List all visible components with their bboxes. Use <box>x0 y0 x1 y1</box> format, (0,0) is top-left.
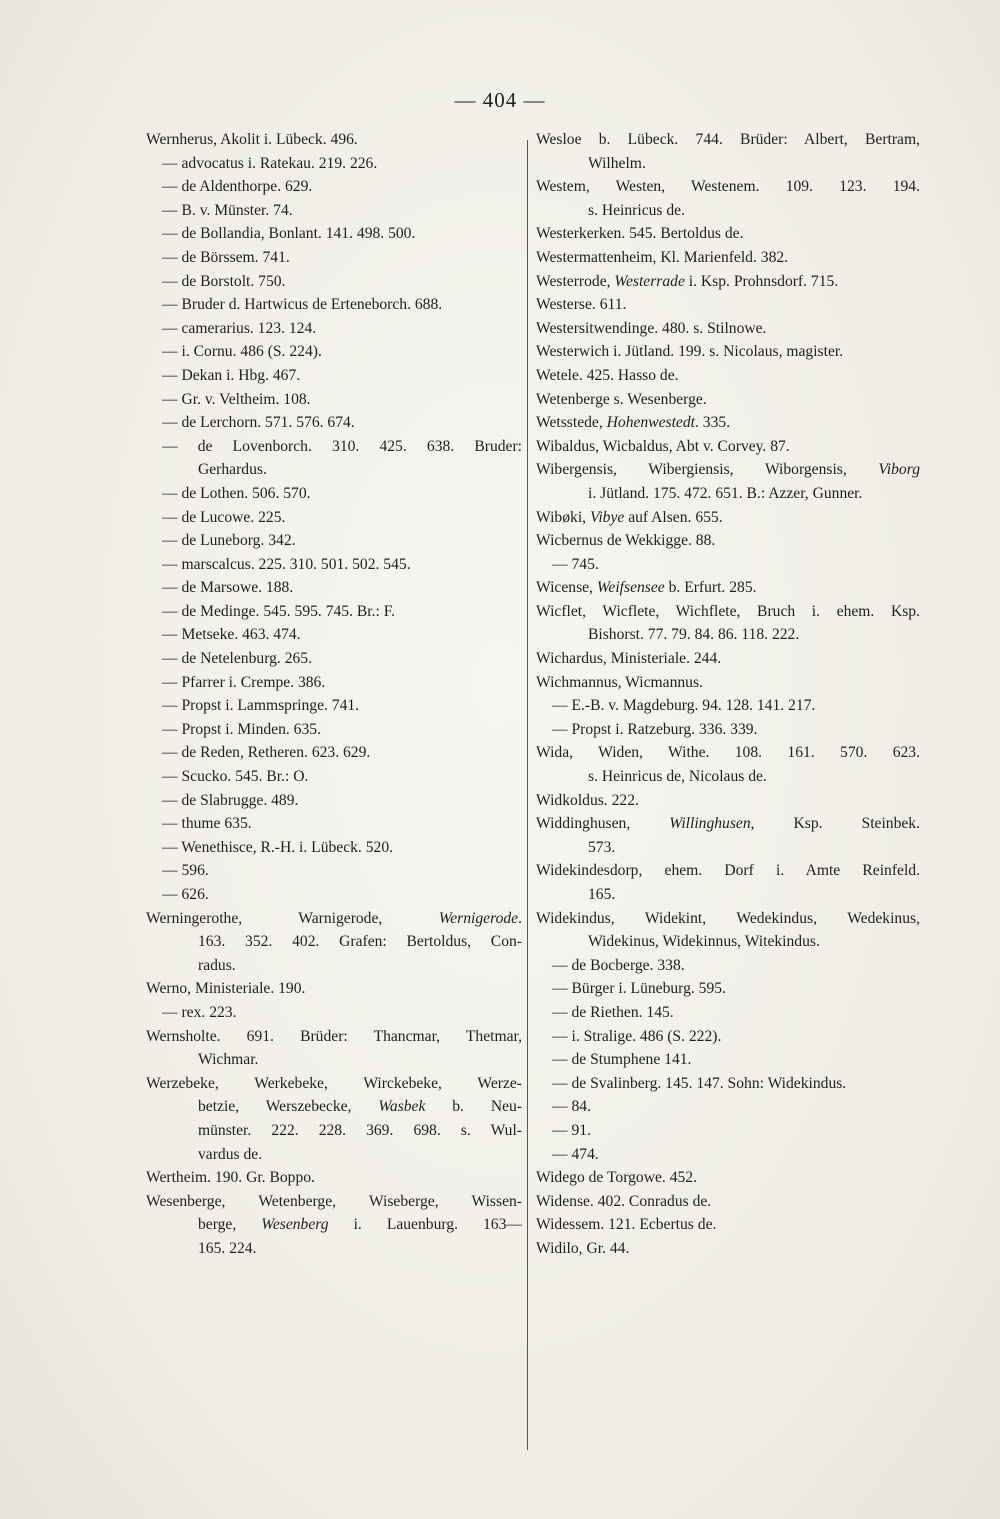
entry-line: Westermattenheim, Kl. Marienfeld. 382. <box>536 248 789 266</box>
index-entry <box>146 1025 522 1072</box>
index-entry <box>146 977 522 1001</box>
index-subentry <box>146 482 522 506</box>
index-subentry <box>146 576 522 600</box>
entry-line: — B. v. Münster. 74. <box>162 201 293 219</box>
index-entry <box>146 1072 522 1166</box>
index-subentry <box>146 553 522 577</box>
entry-line: — 91. <box>552 1121 591 1139</box>
right-column <box>536 128 920 1261</box>
index-subentry <box>146 529 522 553</box>
entry-line: — de Riethen. 145. <box>552 1003 674 1021</box>
index-entry <box>536 506 920 530</box>
entry-line: Wesloe b. Lübeck. 744. Brüder: Albert, Bertram, <box>536 131 920 148</box>
index-entry <box>146 1166 522 1190</box>
entry-line: Wicflet, Wicflete, Wichflete, Bruch i. ehem. Ksp. <box>536 602 920 620</box>
entry-line: — Propst i. Ratzeburg. 336. 339. <box>552 720 758 738</box>
index-subentry <box>146 883 522 907</box>
entry-line: Widego de Torgowe. 452. <box>536 1169 697 1187</box>
index-entry <box>536 812 920 859</box>
index-entry <box>536 340 920 364</box>
index-subentry <box>536 1001 920 1025</box>
entry-line: — de Netelenburg. 265. <box>162 650 312 668</box>
index-subentry <box>146 671 522 695</box>
index-subentry <box>146 435 522 482</box>
entry-line: Westersitwendinge. 480. s. Stilnowe. <box>536 319 767 337</box>
entry-line: — 745. <box>552 555 599 573</box>
index-entry <box>536 1166 920 1190</box>
index-entry <box>536 859 920 906</box>
index-subentry <box>146 199 522 223</box>
index-subentry <box>146 836 522 860</box>
entry-line: — de Bocberge. 338. <box>552 956 685 974</box>
entry-line: — camerarius. 123. 124. <box>162 319 317 337</box>
entry-line: — rex. 223. <box>162 1003 237 1021</box>
entry-continuation-line: 165. 224. <box>198 1239 257 1257</box>
index-entry <box>536 293 920 317</box>
index-subentry <box>146 317 522 341</box>
entry-line: Westerkerken. 545. Bertoldus de. <box>536 225 744 243</box>
entry-line: — de Medinge. 545. 595. 745. Br.: F. <box>162 602 396 620</box>
entry-line: — de Stumphene 141. <box>552 1051 692 1069</box>
index-subentry <box>146 364 522 388</box>
entry-line: — i. Stralige. 486 (S. 222). <box>552 1027 722 1045</box>
entry-line: Werno, Ministeriale. 190. <box>146 980 306 998</box>
entry-line: Westerwich i. Jütland. 199. s. Nicolaus, magister. <box>536 343 844 361</box>
index-subentry <box>536 1143 920 1167</box>
entry-line: — de Börssem. 741. <box>162 248 290 266</box>
index-subentry <box>536 1095 920 1119</box>
index-entry <box>536 128 920 175</box>
index-entry <box>146 907 522 978</box>
index-entry <box>146 1190 522 1261</box>
entry-line: Werzebeke, Werkebeke, Wirckebeke, Werze- <box>146 1074 522 1092</box>
index-subentry <box>146 411 522 435</box>
entry-line: — de Marsowe. 188. <box>162 579 294 597</box>
entry-line: — thume 635. <box>162 815 252 833</box>
index-subentry <box>146 1001 522 1025</box>
entry-continuation-line: berge, Wesenberg i. Lauenburg. 163— <box>198 1216 522 1234</box>
entry-line: Wetele. 425. Hasso de. <box>536 366 679 384</box>
entry-line: — 84. <box>552 1098 591 1116</box>
index-subentry <box>146 647 522 671</box>
entry-line: — Metseke. 463. 474. <box>162 626 301 644</box>
index-entry <box>536 435 920 459</box>
entry-line: Westerse. 611. <box>536 296 627 314</box>
index-subentry <box>536 977 920 1001</box>
entry-continuation-line: radus. <box>198 956 236 974</box>
index-subentry <box>146 388 522 412</box>
index-entry <box>536 388 920 412</box>
entry-line: — Bürger i. Lüneburg. 595. <box>552 980 726 998</box>
index-entry <box>536 317 920 341</box>
index-entry <box>536 907 920 954</box>
entry-line: Wetenberge s. Wesenberge. <box>536 390 707 408</box>
entry-line: — marscalcus. 225. 310. 501. 502. 545. <box>162 555 411 573</box>
index-subentry <box>146 765 522 789</box>
entry-line: — Gr. v. Veltheim. 108. <box>162 390 311 408</box>
entry-line: Wesenberge, Wetenberge, Wiseberge, Wissen- <box>146 1192 522 1210</box>
index-subentry <box>536 694 920 718</box>
entry-line: Werningerothe, Warnigerode, Wernigerode. <box>146 909 522 927</box>
index-subentry <box>146 741 522 765</box>
entry-continuation-line: i. Jütland. 175. 472. 651. B.: Azzer, Gunner. <box>588 484 863 502</box>
index-entry <box>536 270 920 294</box>
index-subentry <box>146 222 522 246</box>
entry-line: Wernherus, Akolit i. Lübeck. 496. <box>146 131 358 148</box>
entry-continuation-line: 573. <box>588 838 616 856</box>
entry-line: — de Lucowe. 225. <box>162 508 286 526</box>
index-entry <box>536 411 920 435</box>
entry-continuation-line: Wichmar. <box>198 1051 259 1069</box>
entry-line: Wicbernus de Wekkigge. 88. <box>536 532 716 550</box>
entry-line: — de Luneborg. 342. <box>162 532 296 550</box>
entry-line: Wertheim. 190. Gr. Boppo. <box>146 1169 315 1187</box>
entry-line: — 474. <box>552 1145 599 1163</box>
index-entry <box>536 175 920 222</box>
index-subentry <box>536 718 920 742</box>
index-subentry <box>536 954 920 978</box>
entry-line: Widekindesdorp, ehem. Dorf i. Amte Reinfeld. <box>536 862 920 880</box>
index-entry <box>146 128 522 152</box>
entry-line: Westerrode, Westerrade i. Ksp. Prohnsdorf. 715. <box>536 272 839 290</box>
index-entry <box>536 458 920 505</box>
index-entry <box>536 789 920 813</box>
entry-continuation-line: münster. 222. 228. 369. 698. s. Wul- <box>198 1121 522 1139</box>
index-entry <box>536 1213 920 1237</box>
entry-line: Wida, Widen, Withe. 108. 161. 570. 623. <box>536 744 920 762</box>
index-subentry <box>146 789 522 813</box>
entry-line: Wetsstede, Hohenwestedt. 335. <box>536 414 731 432</box>
left-column <box>146 128 522 1261</box>
entry-line: Wicense, Weifsensee b. Erfurt. 285. <box>536 579 757 597</box>
entry-line: — 626. <box>162 886 209 903</box>
index-subentry <box>536 553 920 577</box>
entry-line: — de Reden, Retheren. 623. 629. <box>162 744 371 762</box>
index-subentry <box>146 600 522 624</box>
entry-line: — Bruder d. Hartwicus de Erteneborch. 688. <box>162 296 443 314</box>
index-entry <box>536 671 920 695</box>
index-entry <box>536 600 920 647</box>
entry-continuation-line: Wilhelm. <box>588 154 646 172</box>
index-subentry <box>146 175 522 199</box>
entry-line: — de Lovenborch. 310. 425. 638. Bruder: <box>162 437 522 455</box>
index-entry <box>536 246 920 270</box>
entry-continuation-line: vardus de. <box>198 1145 263 1163</box>
entry-line: — Pfarrer i. Crempe. 386. <box>162 673 326 691</box>
entry-line: Wibergensis, Wibergiensis, Wiborgensis, Viborg <box>536 461 920 479</box>
index-entry <box>536 741 920 788</box>
index-subentry <box>146 340 522 364</box>
entry-line: Wibaldus, Wicbaldus, Abt v. Corvey. 87. <box>536 437 790 455</box>
entry-line: Widkoldus. 222. <box>536 791 639 809</box>
entry-line: — de Lerchorn. 571. 576. 674. <box>162 414 355 432</box>
entry-line: Wichmannus, Wicmannus. <box>536 673 703 691</box>
entry-line: Widense. 402. Conradus de. <box>536 1192 712 1210</box>
index-subentry <box>146 694 522 718</box>
entry-continuation-line: s. Heinricus de. <box>588 201 686 219</box>
entry-line: — de Aldenthorpe. 629. <box>162 178 313 196</box>
entry-continuation-line: 165. <box>588 886 616 903</box>
entry-line: — Wenethisce, R.-H. i. Lübeck. 520. <box>162 838 394 856</box>
entry-line: Wichardus, Ministeriale. 244. <box>536 650 722 668</box>
column-divider <box>527 140 528 1450</box>
index-subentry <box>536 1072 920 1096</box>
index-entry <box>536 1190 920 1214</box>
index-entry <box>536 529 920 553</box>
index-subentry <box>146 293 522 317</box>
index-subentry <box>146 718 522 742</box>
index-subentry <box>536 1025 920 1049</box>
index-subentry <box>146 812 522 836</box>
entry-line: — 596. <box>162 862 209 880</box>
entry-line: — advocatus i. Ratekau. 219. 226. <box>162 154 378 172</box>
entry-line: Widilo, Gr. 44. <box>536 1239 630 1257</box>
entry-line: — Dekan i. Hbg. 467. <box>162 366 301 384</box>
entry-continuation-line: Gerhardus. <box>198 461 267 479</box>
entry-continuation-line: s. Heinricus de, Nicolaus de. <box>588 768 767 786</box>
entry-continuation-line: Widekinus, Widekinnus, Witekindus. <box>588 933 820 951</box>
entry-line: Wernsholte. 691. Brüder: Thancmar, Thetmar, <box>146 1027 522 1045</box>
index-subentry <box>146 246 522 270</box>
index-subentry <box>146 152 522 176</box>
entry-line: — E.-B. v. Magdeburg. 94. 128. 141. 217. <box>552 697 816 715</box>
entry-line: — de Borstolt. 750. <box>162 272 286 290</box>
index-subentry <box>146 623 522 647</box>
page-number: — 404 — <box>454 88 546 112</box>
entry-line: — de Bollandia, Bonlant. 141. 498. 500. <box>162 225 416 243</box>
index-entry <box>536 647 920 671</box>
entry-continuation-line: betzie, Werszebecke, Wasbek b. Neu- <box>198 1098 522 1116</box>
entry-line: — i. Cornu. 486 (S. 224). <box>162 343 322 361</box>
entry-line: — de Svalinberg. 145. 147. Sohn: Widekindus. <box>552 1074 847 1092</box>
entry-line: — Scucko. 545. Br.: O. <box>162 768 309 786</box>
index-subentry <box>146 506 522 530</box>
index-subentry <box>146 270 522 294</box>
entry-line: Widessem. 121. Ecbertus de. <box>536 1216 717 1234</box>
index-entry <box>536 222 920 246</box>
entry-line: — de Lothen. 506. 570. <box>162 484 311 502</box>
index-entry <box>536 1237 920 1261</box>
entry-line: — de Slabrugge. 489. <box>162 791 299 809</box>
entry-line: Widdinghusen, Willinghusen, Ksp. Steinbek. <box>536 815 920 833</box>
entry-continuation-line: 163. 352. 402. Grafen: Bertoldus, Con- <box>198 933 522 951</box>
entry-continuation-line: Bishorst. 77. 79. 84. 86. 118. 222. <box>588 626 800 644</box>
index-entry <box>536 576 920 600</box>
index-entry <box>536 364 920 388</box>
index-subentry <box>536 1048 920 1072</box>
index-subentry <box>146 859 522 883</box>
entry-line: Widekindus, Widekint, Wedekindus, Wedekinus, <box>536 909 920 927</box>
index-subentry <box>536 1119 920 1143</box>
entry-line: — Propst i. Minden. 635. <box>162 720 321 738</box>
entry-line: Wibøki, Vibye auf Alsen. 655. <box>536 508 723 526</box>
entry-line: — Propst i. Lammspringe. 741. <box>162 697 360 715</box>
entry-line: Westem, Westen, Westenem. 109. 123. 194. <box>536 178 920 196</box>
